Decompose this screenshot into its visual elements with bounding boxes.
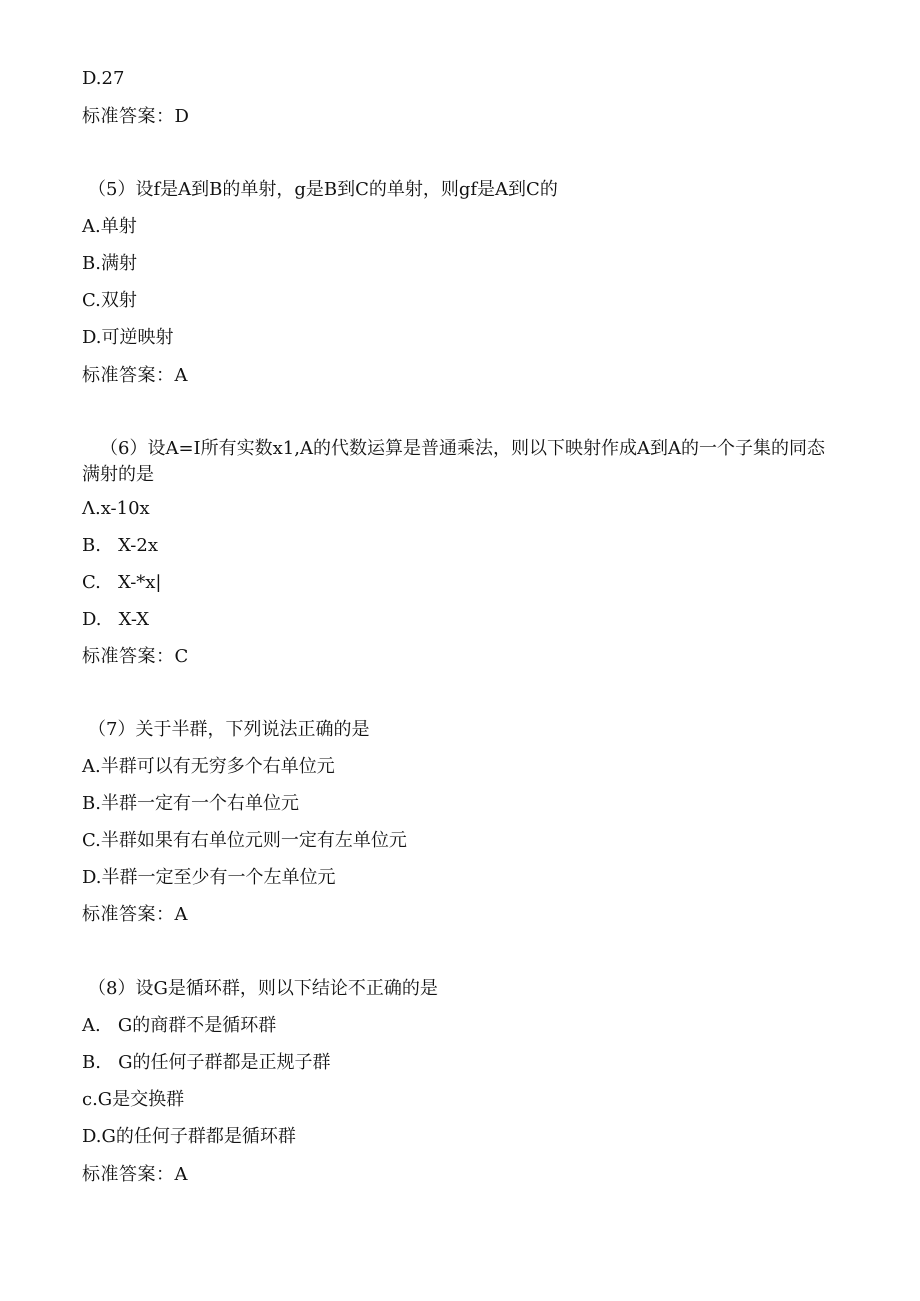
question-8-option-d: D.G的任何子群都是循环群 <box>82 1126 296 1147</box>
question-8-answer: 标准答案：A <box>82 1164 188 1185</box>
question-5-stem: （5）设f是A到B的单射，g是B到C的单射，则gf是A到C的 <box>88 179 558 200</box>
question-8-option-b: B. G的任何子群都是正规子群 <box>82 1052 331 1073</box>
question-8-stem: （8）设G是循环群，则以下结论不正确的是 <box>88 978 438 999</box>
question-7-option-b: B.半群一定有一个右单位元 <box>82 793 299 814</box>
question-6-option-a: Λ.x-10x <box>82 498 150 519</box>
question-7-option-c: C.半群如果有右单位元则一定有左单位元 <box>82 830 407 851</box>
question-8-option-a: A. G的商群不是循环群 <box>82 1015 277 1036</box>
question-7-option-d: D.半群一定至少有一个左单位元 <box>82 867 336 888</box>
question-5-option-b: B.满射 <box>82 253 137 274</box>
question-6-option-c: C. X-*x| <box>82 572 162 593</box>
question-6-option-d: D. X-X <box>82 609 150 630</box>
prev-answer: 标准答案：D <box>82 106 190 127</box>
question-8-option-c: c.G是交换群 <box>82 1089 185 1110</box>
question-7-option-a: A.半群可以有无穷多个右单位元 <box>82 756 335 777</box>
question-6-answer: 标准答案：C <box>82 646 189 667</box>
question-5-option-a: A.单射 <box>82 216 137 237</box>
question-6-option-b: B. X-2x <box>82 535 158 556</box>
question-5-option-c: C.双射 <box>82 290 137 311</box>
question-7-answer: 标准答案：A <box>82 904 188 925</box>
question-5-option-d: D.可逆映射 <box>82 327 174 348</box>
question-6-stem: （6）设A=I所有实数x1,A的代数运算是普通乘法，则以下映射作成A到A的一个子集的同态满射的是 <box>82 438 825 485</box>
question-5-answer: 标准答案：A <box>82 365 188 386</box>
prev-option-d: D.27 <box>82 68 125 89</box>
question-7-stem: （7）关于半群，下列说法正确的是 <box>88 719 370 740</box>
